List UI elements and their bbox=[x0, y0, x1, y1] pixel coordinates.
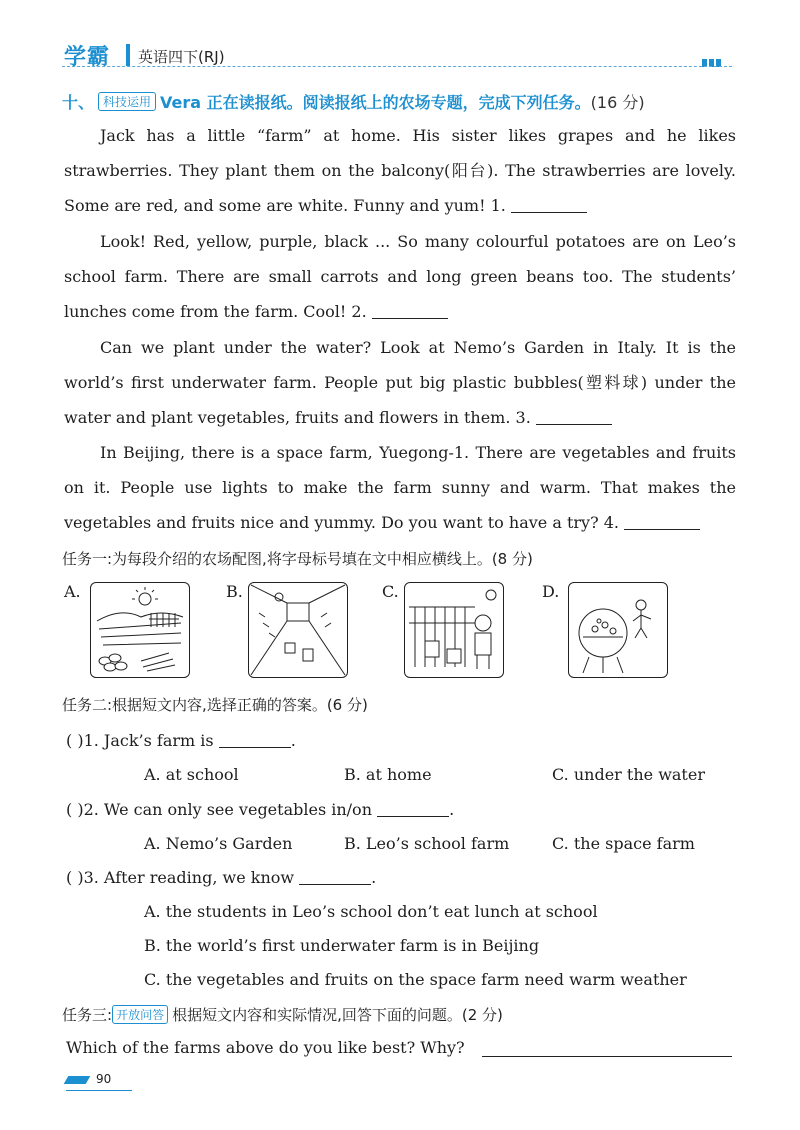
paragraph-text: Look! Red, yellow, purple, black ... So many colourful potatoes are on Leo’s school farm. There are small carrots and long green beans too. The students’ lunches come from the farm. Cool! 2. bbox=[64, 232, 736, 321]
q3-option-a[interactable]: A. the students in Leo’s school don’t eat lunch at school bbox=[144, 902, 598, 921]
task3-tag: 开放问答 bbox=[112, 1005, 168, 1024]
section-number: 十、 bbox=[62, 93, 95, 112]
question-blank bbox=[219, 733, 291, 748]
q1-option-c[interactable]: C. under the water bbox=[552, 765, 705, 784]
q1-option-b[interactable]: B. at home bbox=[344, 765, 432, 784]
paragraph-text: In Beijing, there is a space farm, Yuegong-1. There are vegetables and fruits on it. People use lights to make the farm sunny and warm. That makes the vegetables and fruits nice and yummy. Do you want to have a try? 4. bbox=[64, 443, 736, 532]
task3-prefix: 任务三: bbox=[62, 1006, 113, 1024]
picture-b-space-farm bbox=[248, 582, 348, 678]
question-1 bbox=[66, 731, 296, 750]
q2-option-b[interactable]: B. Leo’s school farm bbox=[344, 834, 510, 853]
field-farm-icon bbox=[91, 583, 189, 677]
question-stem: 3. After reading, we know bbox=[83, 868, 295, 887]
header-corner-blocks bbox=[702, 52, 723, 71]
question-end: . bbox=[290, 731, 296, 750]
picture-c-letter: C. bbox=[382, 582, 399, 601]
picture-a-field-farm bbox=[90, 582, 190, 678]
page-number: 90 bbox=[96, 1072, 112, 1086]
question-2 bbox=[66, 800, 454, 819]
passage-paragraph-1 bbox=[64, 118, 736, 223]
balcony-farm-icon bbox=[405, 583, 503, 677]
underwater-farm-icon bbox=[569, 583, 667, 677]
q2-option-a[interactable]: A. Nemo’s Garden bbox=[144, 834, 293, 853]
subject-label: 英语四下(RJ) bbox=[138, 48, 225, 66]
task3-answer-line[interactable] bbox=[482, 1056, 732, 1057]
picture-d-underwater-farm bbox=[568, 582, 668, 678]
section-score: (16 分) bbox=[590, 93, 645, 112]
task3-question: Which of the farms above do you like best? Why? bbox=[66, 1038, 465, 1057]
task2-title: 任务二:根据短文内容,选择正确的答案。(6 分) bbox=[62, 696, 368, 714]
question-blank bbox=[377, 802, 449, 817]
picture-d-letter: D. bbox=[542, 582, 560, 601]
section-tag: 科技运用 bbox=[98, 92, 156, 111]
answer-bracket[interactable]: ( ) bbox=[66, 868, 84, 887]
footer-rule bbox=[66, 1090, 132, 1091]
answer-bracket[interactable]: ( ) bbox=[66, 800, 84, 819]
question-stem: 1. Jack’s farm is bbox=[83, 731, 214, 750]
q3-option-c[interactable]: C. the vegetables and fruits on the space farm need warm weather bbox=[144, 970, 687, 989]
passage-paragraph-2 bbox=[64, 224, 736, 329]
paragraph-text: Jack has a little “farm” at home. His sister likes grapes and he likes strawberries. They plant them on the balcony(阳台). The strawberries are lovely. Some are red, and some are white. Funny and yum! 1. bbox=[64, 126, 736, 215]
answer-blank-4[interactable] bbox=[624, 515, 700, 530]
question-end: . bbox=[449, 800, 455, 819]
question-end: . bbox=[371, 868, 377, 887]
section-title bbox=[62, 90, 645, 113]
picture-a-letter: A. bbox=[64, 582, 81, 601]
answer-blank-1[interactable] bbox=[511, 198, 587, 213]
q1-option-a[interactable]: A. at school bbox=[144, 765, 239, 784]
answer-blank-2[interactable] bbox=[372, 304, 448, 319]
picture-b-letter: B. bbox=[226, 582, 243, 601]
header-rule bbox=[62, 66, 732, 67]
passage-paragraph-3 bbox=[64, 330, 736, 435]
answer-blank-3[interactable] bbox=[536, 410, 612, 425]
question-stem: 2. We can only see vegetables in/on bbox=[83, 800, 372, 819]
logo-divider bbox=[126, 44, 130, 66]
passage-paragraph-4 bbox=[64, 435, 736, 540]
picture-c-balcony-farm bbox=[404, 582, 504, 678]
question-3 bbox=[66, 868, 376, 887]
brand-logo: 学霸 bbox=[64, 45, 111, 70]
task3-title bbox=[62, 1004, 503, 1025]
task1-title: 任务一:为每段介绍的农场配图,将字母标号填在文中相应横线上。(8 分) bbox=[62, 550, 533, 568]
task3-heading: 根据短文内容和实际情况,回答下面的问题。(2 分) bbox=[172, 1006, 503, 1024]
footer-accent bbox=[64, 1076, 91, 1084]
q2-option-c[interactable]: C. the space farm bbox=[552, 834, 695, 853]
question-blank bbox=[299, 870, 371, 885]
q3-option-b[interactable]: B. the world’s first underwater farm is in Beijing bbox=[144, 936, 540, 955]
answer-bracket[interactable]: ( ) bbox=[66, 731, 84, 750]
section-heading: Vera 正在读报纸。阅读报纸上的农场专题，完成下列任务。 bbox=[160, 93, 591, 112]
paragraph-text: Can we plant under the water? Look at Nemo’s Garden in Italy. It is the world’s first underwater farm. People put big plastic bubbles(塑料球) under the water and plant vegetables, fruits and flowers in them. 3. bbox=[64, 338, 736, 427]
space-farm-icon bbox=[249, 583, 347, 677]
